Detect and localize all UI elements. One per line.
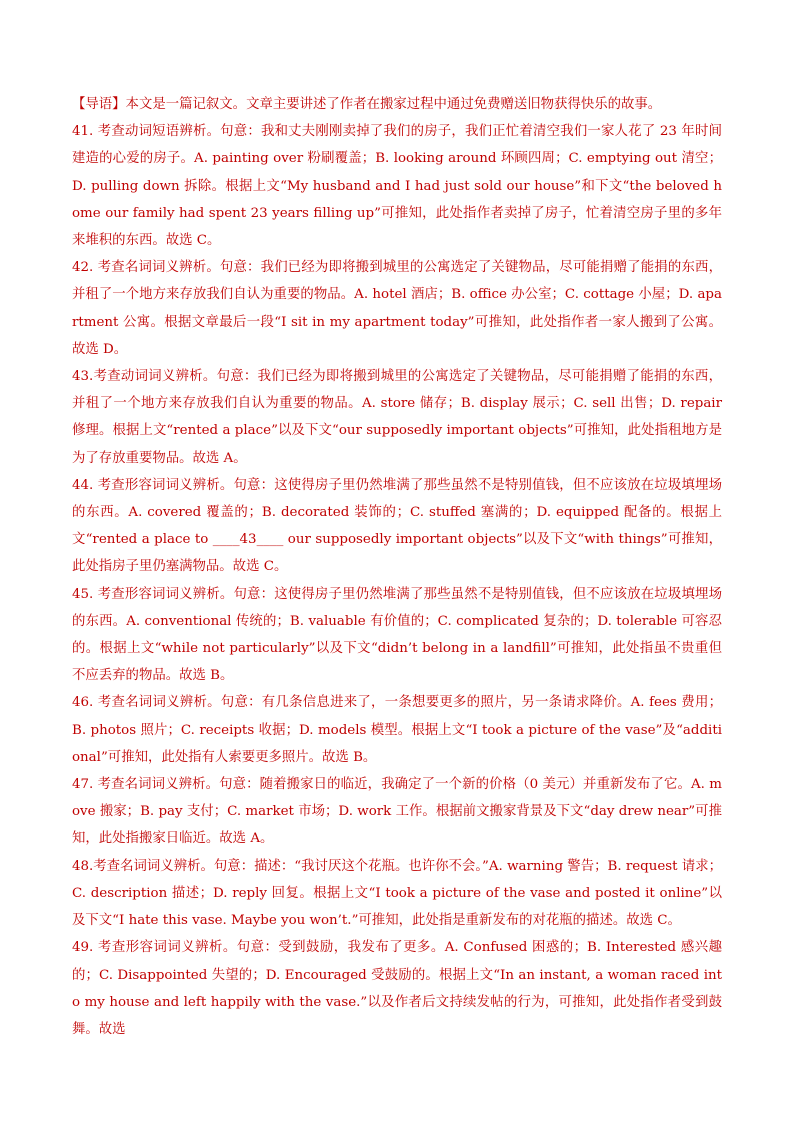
explanation-item-49: 49. 考查形容词词义辨析。句意：受到鼓励，我发布了更多。A. Confused 困惑的；B. Interested 感兴趣的；C. Disappointed 失望的；D. Encouraged 受鼓励的。根据上文“In an instant, a woman raced into my house and left happily with the vase.”以及作者后文持续发帖的行为，可推知，此处指作者受到鼓舞。故选 <box>72 940 722 1037</box>
explanation-item-43: 43.考查动词词义辨析。句意：我们已经为即将搬到城里的公寓选定了关键物品，尽可能捐赠了能捐的东西，并租了一个地方来存放我们自认为重要的物品。A. store 储存；B. display 展示；C. sell 出售；D. repair 修理。根据上文“rented a place”以及下文“our supposedly important objects”可推知，此处指租地方是为了存放重要物品。故选 A。 <box>72 369 722 466</box>
explanation-item-42: 42. 考查名词词义辨析。句意：我们已经为即将搬到城里的公寓选定了关键物品，尽可能捐赠了能捐的东西，并租了一个地方来存放我们自认为重要的物品。A. hotel 酒店；B. office 办公室；C. cottage 小屋；D. apartment 公寓。根据文章最后一段“I sit in my apartment today”可推知，此处指作者一家人搬到了公寓。故选 D。 <box>72 260 722 357</box>
intro-paragraph: 【导语】本文是一篇记叙文。文章主要讲述了作者在搬家过程中通过免费赠送旧物获得快乐的故事。 <box>72 97 662 112</box>
explanation-item-46: 46. 考查名词词义辨析。句意：有几条信息进来了，一条想要更多的照片，另一条请求降价。A. fees 费用；B. photos 照片；C. receipts 收据；D. models 模型。根据上文“I took a picture of the vase”及“additional”可推知，此处指有人索要更多照片。故选 B。 <box>72 695 722 765</box>
answer-explanation-page <box>72 91 722 1043</box>
explanation-item-48: 48.考查名词词义辨析。句意：描述：“我讨厌这个花瓶。也许你不会。”A. warning 警告；B. request 请求；C. description 描述；D. reply 回复。根据上文“I took a picture of the vase and posted it online”以及下文“I hate this vase. Maybe you won’t.”可推知，此处指是重新发布的对花瓶的描述。故选 C。 <box>72 858 722 929</box>
explanation-item-47: 47. 考查名词词义辨析。句意：随着搬家日的临近，我确定了一个新的价格（0 美元）并重新发布了它。A. move 搬家；B. pay 支付；C. market 市场；D. work 工作。根据前文搬家背景及下文“day drew near”可推知，此处指搬家日临近。故选 A。 <box>72 777 722 847</box>
explanation-item-41: 41. 考查动词短语辨析。句意：我和丈夫刚刚卖掉了我们的房子，我们正忙着清空我们一家人花了 23 年时间建造的心爱的房子。A. painting over 粉刷覆盖；B. looking around 环顾四周；C. emptying out 清空；D. pulling down 拆除。根据上文“My husband and I had just sold our house”和下文“the beloved home our family had spent 23 years filling up”可推知，此处指作者卖掉了房子，忙着清空房子里的多年来堆积的东西。故选 C。 <box>72 124 722 249</box>
explanation-item-45: 45. 考查形容词词义辨析。句意：这使得房子里仍然堆满了那些虽然不是特别值钱，但不应该放在垃圾填埋场的东西。A. conventional 传统的；B. valuable 有价值的；C. complicated 复杂的；D. tolerable 可容忍的。根据上文“while not particularly”以及下文“didn’t belong in a landfill”可推知，此处指虽不贵重但不应丢弃的物品。故选 B。 <box>72 586 722 684</box>
explanation-item-44: 44. 考查形容词词义辨析。句意：这使得房子里仍然堆满了那些虽然不是特别值钱，但不应该放在垃圾填埋场的东西。A. covered 覆盖的；B. decorated 装饰的；C. stuffed 塞满的；D. equipped 配备的。根据上文“rented a place to ____43____ our supposedly important objects”以及下文“with things”可推知，此处指房子里仍塞满物品。故选 C。 <box>72 477 722 575</box>
